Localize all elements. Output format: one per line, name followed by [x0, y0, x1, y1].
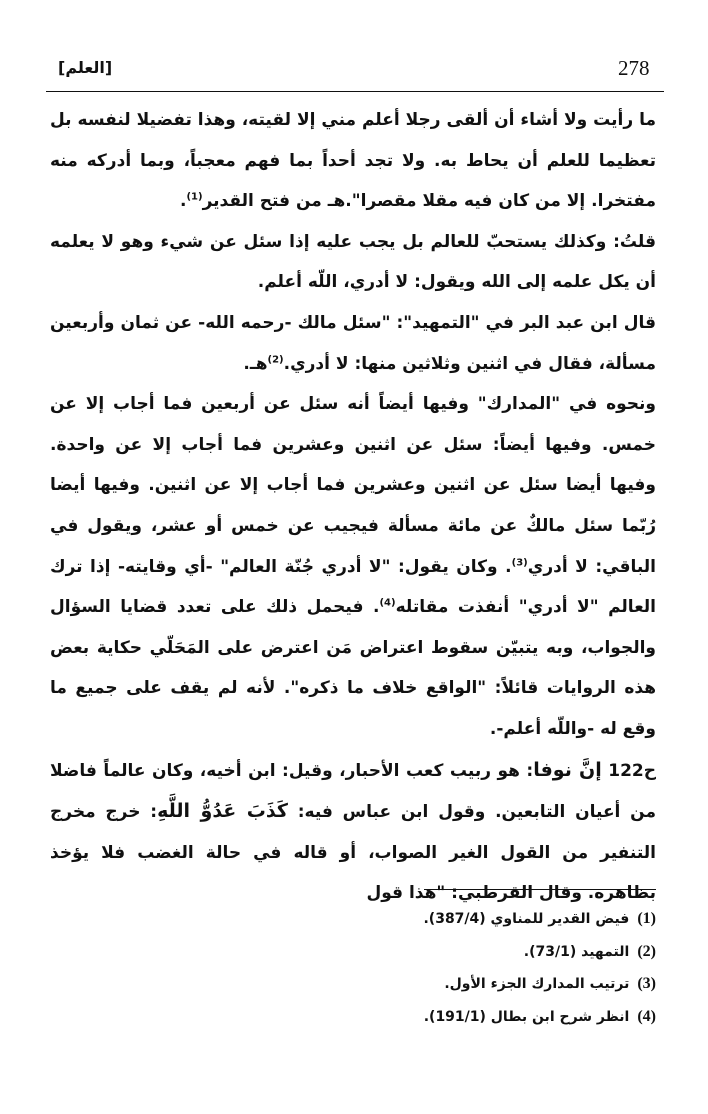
footnote-ref-2: (2): [267, 353, 284, 365]
main-text: [50, 100, 656, 914]
page-header: [46, 52, 664, 92]
quoted-phrase: كَذَبَ عَدُوُّ اللَّهِ: [157, 800, 288, 823]
paragraph-1-end: .: [179, 191, 187, 212]
paragraph-4: [50, 384, 656, 749]
paragraph-2: قلتُ: وكذلك يستحبّ للعالم بل يجب عليه إذا سئل عن شيء وهو لا يعلمه أن يكل علمه إلى الله ويقول: لا أدري، اللّه أعلم.: [50, 231, 656, 293]
footnote-1: [50, 903, 656, 936]
footnote-1-text: فيض القدير للمناوي (387/4).: [423, 911, 630, 927]
footnote-ref-4: (4): [379, 597, 396, 609]
footnote-1-number: (1): [637, 910, 656, 927]
paragraph-3-end: هـ.: [243, 353, 268, 374]
footnote-4-number: (4): [637, 1007, 656, 1025]
paragraph-1: [50, 100, 656, 222]
paragraph-4-text-a: ونحوه في "المدارك" وفيها أيضاً أنه سئل عن أربعين فما أجاب إلا عن خمس. وفيها أيضاً: سئل عن اثنين وعشرين فما أجاب إلا عن واحدة. وفيها أيضا سئل عن اثنين وعشرين فما أجاب إلا عن اثنين. وفيها أيضا رُبّما سئل مالكٌ عن مائة مسألة فيجيب عن خمس أو عشر، ويقول في الباقي: لا أدري: [50, 394, 656, 577]
footnote-3-number: (3): [637, 975, 656, 992]
footnote-2: [50, 936, 656, 969]
footnote-4: [50, 1001, 656, 1034]
footnote-ref-1: (1): [186, 191, 203, 203]
footnote-divider: [424, 889, 656, 890]
hadith-keyword: إنَّ نوفا: [533, 758, 602, 781]
paragraph-1-text: ما رأيت ولا أشاء أن ألقى رجلا أعلم مني إلا لقيته، وهذا تفضيلا لنفسه بل تعظيما للعلم أن يحاط به. ولا تجد أحداً بما فهم معجباً، وبما أدركه منه مفتخرا. إلا من كان فيه مقلا مقصرا".هـ من فتح القدير: [50, 110, 656, 212]
page-number: 278: [618, 56, 650, 80]
footnotes: [50, 903, 656, 1033]
paragraph-3: [50, 303, 656, 384]
footnote-2-text: التمهيد (73/1).: [523, 943, 630, 960]
header-divider: [46, 91, 664, 92]
paragraph-4-text-b: . وكان يقول: "لا أدري جُنّة العالم" -أي وقايته- إذا ترك العالم "لا أدري" أنفذت مقاتله: [50, 556, 656, 618]
paragraph-4-text-c: . فيحمل ذلك على تعدد قضايا السؤال والجواب، وبه يتبيّن سقوط اعتراض مَن اعترض على المَحَلّي حكاية بعض هذه الروايات قائلاً: "الواقع خلاف ما ذكره". لأنه لم يقف على جميع ما وقع له -واللّه أعلم-.: [50, 597, 656, 739]
footnote-2-number: (2): [637, 942, 656, 960]
paragraph-5-text-b: : خرج مخرج التنفير من القول الغير الصواب، أو قاله في حالة الغضب فلا يؤخذ بظاهره. وقال القرطبي: "هذا قول: [50, 802, 656, 904]
paragraph-3-text: قال ابن عبد البر في "التمهيد": "سئل مالك -رحمه الله- عن ثمان وأربعين مسألة، فقال في اثنين وثلاثين منها: لا أدري.: [50, 312, 656, 374]
paragraph-5-text-a: : هو ربيب كعب الأحبار، وقيل: ابن أخيه، وكان عالماً فاضلا من أعيان التابعين. وقول ابن عباس فيه:: [50, 760, 657, 823]
running-head: [العلم]: [58, 58, 113, 77]
footnote-3-text: ترتيب المدارك الجزء الأول.: [444, 976, 630, 992]
hadith-number: ح122: [608, 760, 656, 781]
footnote-ref-3: (3): [511, 556, 528, 568]
footnote-3: [50, 968, 656, 1001]
footnote-4-text: انظر شرح ابن بطال (191/1).: [423, 1008, 630, 1025]
